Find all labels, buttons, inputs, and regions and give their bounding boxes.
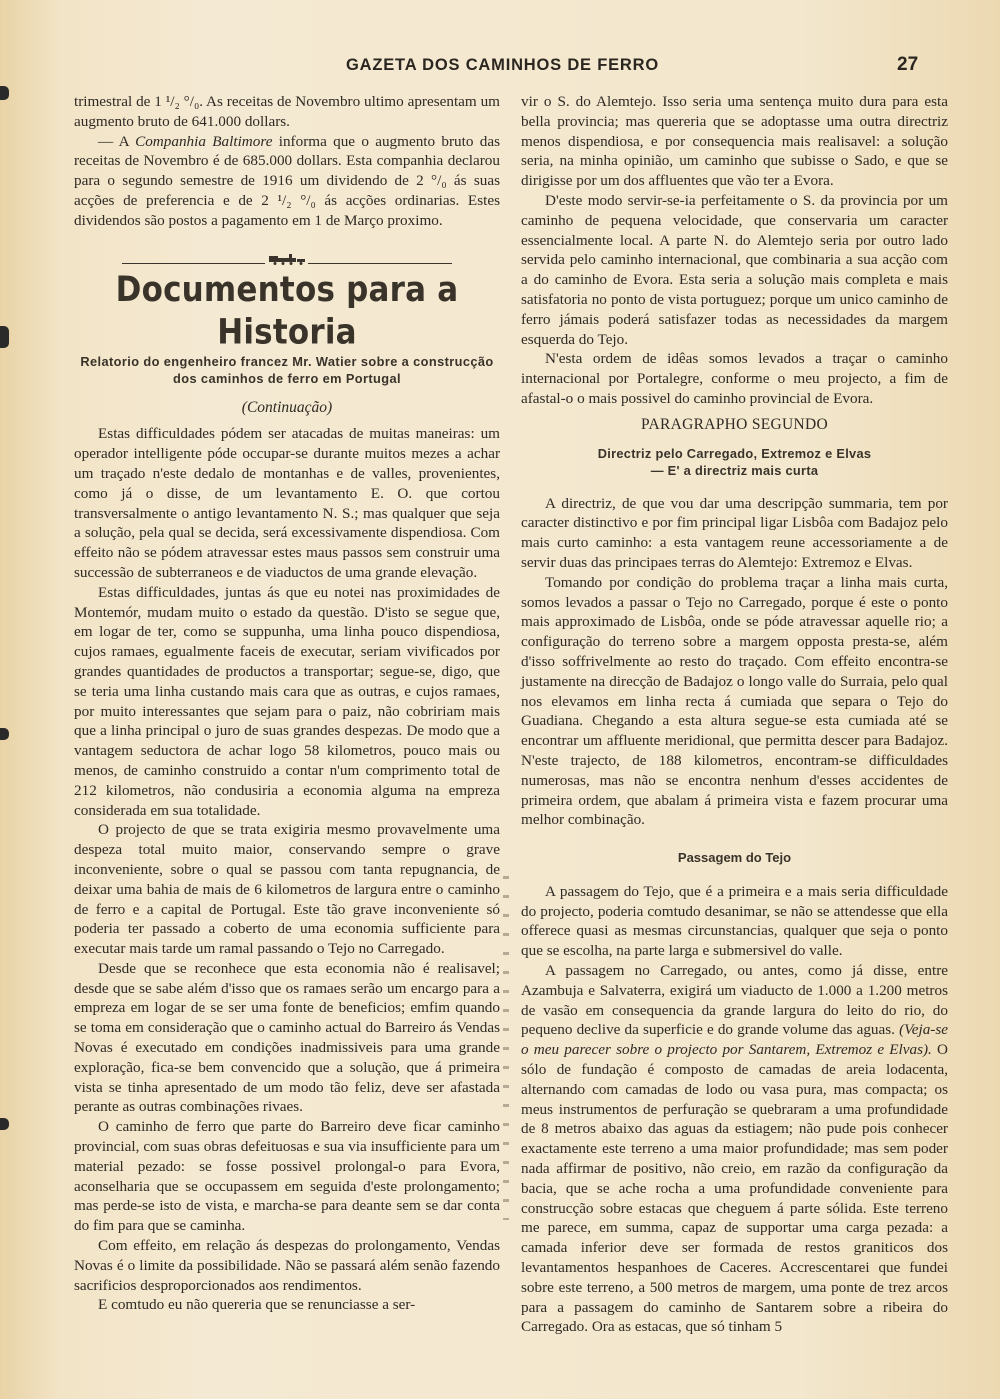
binding-hole-mark	[0, 86, 9, 100]
body-paragraph: E comtudo eu não quereria que se renunciasse a ser-	[98, 1296, 416, 1314]
binding-hole-mark	[0, 728, 9, 740]
article-title: Documentos para a Historia	[115, 269, 459, 353]
subsection-title: Passagem do Tejo	[677, 850, 792, 866]
body-paragraph: O projecto de que se trata exigiria mesmo provavelmente uma despeza total muito maior, conservando sempre o grave inconveniente, sobre o qual se passou com tanta repugnancia, de deixar uma bahia de mais de 6 kilometros de largura entre o caminho de ferro e a capital de Portugal. Este tão grave inconveniente só poderia ter passado a coberto de uma economia sufficiente para executar mais tarde um ramal passando o Tejo no Carregado.	[74, 821, 500, 958]
text-run: O sólo de fundação é composto de camadas de areia lodacenta, alternando com camadas de lodo ou vasa pura, mas compacta; os meus instrumentos de perfuração se quebraram a uma profundidade de 8 metros abaixo das aguas da estiagem; não pude pois conhecer exactamente este terreno a uma maior profundidade; mas sem poder nada affirmar de positivo, não creio, em razão da configuração da bacia, que se ache rocha a uma profundidade conveniente para construcção sobre estacas que cheguem á parte sólida. Este terreno me parece, em summa, capaz de supportar uma carga pezada: a camada inferior deve ser formada de restos graniticos dos levantamentos hespanhoes de Caceres. Accrescentarei que fundei sobre este terreno, a 500 metros de margem, uma ponte de trez arcos para a passagem do caminho de Santarem sobre a ribeira do Carregado. Ora as estacas, que só tinham 5	[521, 1041, 949, 1336]
continuation-label: (Continuação)	[241, 398, 333, 416]
body-paragraph: O caminho de ferro que parte do Barreiro deve ficar caminho provincial, com suas obras defeituosas e sua via insufficiente para um material pezado: se fosse possivel prolongal-o para Evora, aconselharia que se occupassem em seguida d'este prolongamento; mas perde-se isto de vista, e marcha-se para deante sem se dar conta do fim para que se caminha.	[74, 1118, 500, 1235]
news-paragraph	[74, 132, 500, 231]
body-paragraph: vir o S. do Alemtejo. Isso seria uma sentença muito dura para esta bella provincia; mas quereria que se adoptasse uma outra directriz menos dispendiosa, e por consequencia mais realisavel: a solução seria, na minha opinião, um caminho que subisse o Sado, e que se dirigisse por um dos affluentes que vão ter a Evora.	[521, 93, 948, 190]
section-title: PARAGRAPHO SEGUNDO	[641, 415, 828, 433]
body-paragraph: D'este modo servir-se-ia perfeitamente o S. da provincia por um caminho de pequena velocidade, que conservaria um caracter essencialmente local. A parte N. do Alemtejo seria por outro lado servida pelo caminho internacional, que combinaria a sua acção com a do caminho de Evora. Esta seria a solução mais completa e mais satisfatoria no ponto de vista portuguez; porque um unico caminho de ferro jámais poderá satisfazer todas as necessidades da margem esquerda do Tejo.	[521, 191, 948, 348]
body-paragraph: Estas difficuldades, juntas ás que eu notei nas proximidades de Montemór, mudam muito o estado da questão. D'isto se segue que, em logar de ter, como se suppunha, uma linha pouco dispendiosa, cujos ramaes, egualmente faceis de executar, seriam vivificados por grandes quantidades de productos a transportar; segue-se, digo, que se teria uma linha custando mais cara que as outras, e cujos ramaes, por muito interessantes que sejam para o paiz, não cobririam mais que a linha principal o juro de suas grandes despezas. De modo que a vantagem seductora de achar logo 58 kilometros, pouco mais ou menos, de caminho construido a contar n'um comprimento total de 212 kilometros, não condusiria a economia alguma na empreza considerada em sua totalidade.	[74, 583, 500, 819]
subtitle-line: Directriz pelo Carregado, Extremoz e Elvas	[597, 445, 872, 461]
subtitle-line: — E' a directriz mais curta	[650, 462, 819, 478]
subtitle-line: dos caminhos de ferro em Portugal	[173, 370, 401, 386]
section-divider	[122, 253, 452, 267]
subtitle-line: Relatorio do engenheiro francez Mr. Watier sobre a construcção	[80, 353, 494, 369]
running-header	[0, 56, 1000, 80]
section-subtitle	[521, 445, 948, 479]
text-run: informa que o augmento bruto das receitas de Novembro é de 685.000 dollars. Esta companhia declarou para o segundo semestre de 1916 um dividendo de 2 °/₀ ás suas acções de preferencia e de 2 ¹/₂ °/₀ ás acções ordinarias. Estes dividendos são postos a pagamento em 1 de Março proximo.	[74, 132, 501, 229]
binding-hole-mark	[0, 326, 9, 348]
divider-rule	[122, 263, 265, 265]
body-paragraph: Desde que se reconhece que esta economia não é realisavel; desde que se sabe além d'isso que os ramaes serão um encargo para a empreza em logar de se ser uma fonte de beneficios; emfim quando se toma em consideração que o caminho actual do Barreiro ás Vendas Novas é executado em condições inadmissiveis para uma grande exploração, fica-se bem convencido que a solução, que á primeira vista se tinha apresentado de um modo tão feliz, deve ser afastada perante as outras combinações rivaes.	[74, 959, 500, 1116]
gutter-marks	[503, 860, 509, 1220]
body-paragraph	[521, 961, 948, 1337]
locomotive-icon	[267, 253, 307, 265]
divider-rule	[308, 263, 452, 265]
company-name: Companhia Baltimore	[135, 132, 273, 150]
body-paragraph: Com effeito, em relação ás despezas do prolongamento, Vendas Novas é o limite da possibilidade. Não se passará além senão fazendo sacrificios desproporcionados aos rendimentos.	[74, 1237, 500, 1294]
publication-title: GAZETA DOS CAMINHOS DE FERRO	[346, 56, 659, 74]
body-paragraph: A directriz, de que vou dar uma descripção summaria, tem por caracter distinctivo e por fim principal ligar Lisbôa com Badajoz pelo mais curto caminho: a esta vantagem reune accessoriamente a de servir duas das principaes terras do Alemtejo: Extremoz e Elvas.	[521, 494, 948, 571]
body-paragraph: N'esta ordem de idêas somos levados a traçar o caminho internacional por Portalegre, conforme o meu projecto, a fim de afastal-o o mais possivel do caminho provincial de Evora.	[521, 350, 948, 407]
text-run: — A	[98, 132, 136, 150]
news-paragraph: trimestral de 1 ¹/₂ °/₀. As receitas de Novembro ultimo apresentam um augmento bruto de 641.000 dollars.	[74, 93, 500, 130]
left-column	[74, 92, 500, 1315]
body-paragraph: Estas difficuldades pódem ser atacadas de muitas maneiras: um operador intelligente póde occupar-se durante muitos mezes a achar um traçado n'este dedalo de montanhas e de valles, provenientes, como já o disse, de um levantamento E. O. que cortou transversalmente o antigo levantamento N. S.; mas qualquer que seja a solução, pela qual se decida, será excessivamente dispendiosa. Com effeito não se pódem atravessar estes maus passos sem construir uma successão de subterraneos e de viaductos de uma grande elevação.	[74, 425, 500, 581]
article-subtitle	[74, 353, 500, 387]
body-paragraph: A passagem do Tejo, que é a primeira e a mais seria difficuldade do projecto, poderia comtudo desanimar, se não se attendesse que ella offerece quasi as mesmas circunstancias, qualquer que seja o ponto que se escolha, na parte larga e submersivel do valle.	[521, 882, 948, 960]
right-column	[521, 92, 948, 1337]
cross-reference: (Veja-se o meu parecer sobre o projecto por Santarem, Extremoz e Elvas).	[521, 1021, 948, 1059]
body-paragraph: Tomando por condição do problema traçar a linha mais curta, somos levados a passar o Tejo no Carregado, porque é este o ponto mais approximado de Lisbôa, onde se póde atravessar aquelle rio; a configuração do terreno sobre a margem opposta presta-se, além d'isso soffrivelmente ao resto do traçado. Com effeito encontra-se justamente na direcção de Badajoz o longo valle do Surraia, pelo qual nos elevamos em linha recta á cumiada que separa o Tejo do Guadiana. Chegando a esta altura segue-se esta cumiada até se encontrar um affluente meridional, que permitta descer para Badajoz. N'este trajecto, de 188 kilometros, encontram-se difficuldades numerosas, mas não se encontra nenhum d'esses accidentes de primeira ordem, que abalam á primeira vista e fazem procurar uma melhor combinação.	[521, 573, 948, 829]
text-run: A passagem no Carregado, ou antes, como já disse, entre Azambuja e Salvaterra, exigirá um viaducto de 1.000 a 1.200 metros de vasão em consequencia da grande largura do leito do rio, do pequeno declive da superficie e do grande volume das aguas.	[521, 962, 948, 1039]
page-number: 27	[897, 54, 919, 75]
binding-hole-mark	[0, 1118, 9, 1130]
